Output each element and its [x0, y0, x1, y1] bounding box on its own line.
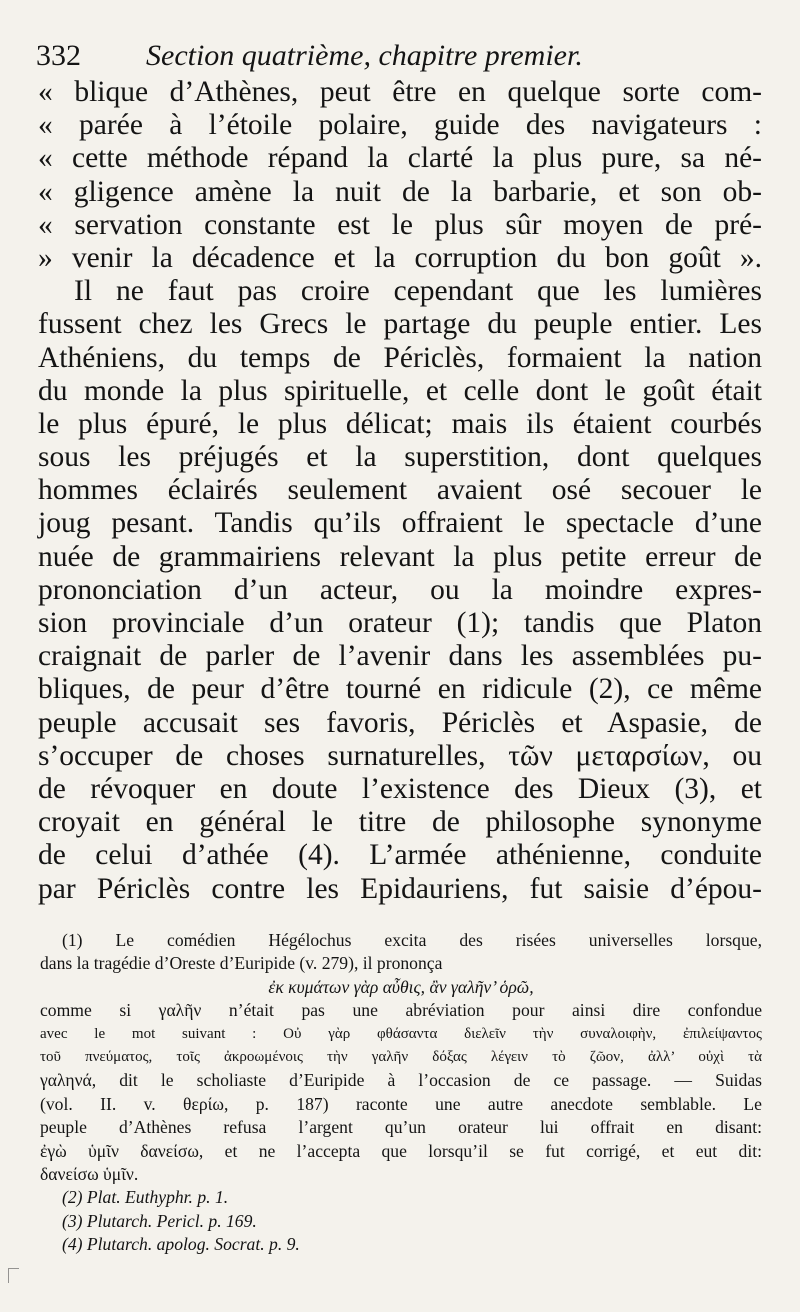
- text-line: « servation constante est le plus sûr moyen de pré-: [38, 208, 762, 241]
- text-line: joug pesant. Tandis qu’ils offraient le spectacle d’une: [38, 507, 762, 540]
- footnote-line: γαληνά, dit le scholiaste d’Euripide à l’occasion de ce passage. — Suidas: [40, 1070, 762, 1091]
- text-line: Athéniens, du temps de Périclès, formaient la nation: [38, 341, 762, 374]
- text-line: » venir la décadence et la corruption du bon goût ».: [38, 241, 762, 274]
- footnote-reference: (4) Plutarch. apolog. Socrat. p. 9.: [62, 1234, 300, 1255]
- text-line: craignait de parler de l’avenir dans les assemblées pu-: [38, 640, 762, 673]
- text-line: de révoquer en doute l’existence des Dieux (3), et: [38, 772, 762, 805]
- footnote-greek-verse: ἐκ κυμάτων γὰρ αὖθις, ἂν γαλῆν’ ὁρῶ,: [268, 976, 534, 997]
- main-text: [38, 76, 762, 906]
- text-line: fussent chez les Grecs le partage du peuple entier. Les: [38, 308, 762, 341]
- footnote-line: (1) Le comédien Hégélochus excita des risées universelles lorsque,: [62, 930, 762, 950]
- text-line: par Périclès contre les Epidauriens, fut saisie d’épou-: [38, 872, 762, 905]
- footnote-line: peuple d’Athènes refusa l’argent qu’un orateur lui offrait en disant:: [40, 1117, 762, 1138]
- text-line: prononciation d’un acteur, ou la moindre expres-: [38, 573, 762, 606]
- text-line: « cette méthode répand la clarté la plus pure, sa né-: [38, 142, 762, 175]
- text-line: bliques, de peur d’être tourné en ridicule (2), ce même: [38, 673, 762, 706]
- footnote-line: τοῦ πνεύματος, τοῖς ἀκροωμένοις τὴν γαλῆν δόξας λέγειν τὸ ζῶον, ἀλλ’ οὐχὶ τὰ: [40, 1048, 762, 1065]
- footnote-line: dans la tragédie d’Oreste d’Euripide (v. 279), il prononça: [40, 953, 443, 974]
- text-line: « parée à l’étoile polaire, guide des navigateurs :: [38, 109, 762, 142]
- footnote-reference: (3) Plutarch. Pericl. p. 169.: [62, 1210, 257, 1231]
- text-line: du monde la plus spirituelle, et celle dont le goût était: [38, 374, 762, 407]
- running-title: Section quatrième, chapitre premier.: [146, 39, 583, 72]
- text-line: « blique d’Athènes, peut être en quelque sorte com-: [38, 76, 762, 108]
- footnote-line: ἐγὼ ὑμῖν δανείσω, et ne l’accepta que lorsqu’il se fut corrigé, et eut dit:: [40, 1140, 762, 1161]
- footnotes: [40, 929, 762, 1256]
- footnote-line: (vol. II. v. θερίω, p. 187) raconte une autre anecdote semblable. Le: [40, 1093, 762, 1114]
- paragraph-start-line: Il ne faut pas croire cependant que les lumières: [74, 275, 762, 308]
- text-line: peuple accusait ses favoris, Périclès et Aspasie, de: [38, 706, 762, 739]
- text-line: sous les préjugés et la superstition, dont quelques: [38, 441, 762, 474]
- footnote-line: avec le mot suivant : Οὐ γὰρ φθάσαντα διελεῖν τὴν συναλοιφὴν, ἐπιλείψαντος: [40, 1025, 762, 1042]
- footnote-line: comme si γαλῆν n’était pas une abréviation pour ainsi dire confondue: [40, 1000, 762, 1021]
- text-line: de celui d’athée (4). L’armée athénienne, conduite: [38, 839, 762, 872]
- text-line: le plus épuré, le plus délicat; mais ils étaient courbés: [38, 407, 762, 440]
- text-line: croyait en général le titre de philosophe synonyme: [38, 806, 762, 839]
- text-line: s’occuper de choses surnaturelles, τῶν μεταρσίων, ou: [38, 739, 762, 772]
- text-line: hommes éclairés seulement avaient osé secouer le: [38, 474, 762, 507]
- text-line: nuée de grammairiens relevant la plus petite erreur de: [38, 540, 762, 573]
- page-edge-mark: [8, 1268, 19, 1283]
- text-line: « gligence amène la nuit de la barbarie, et son ob-: [38, 175, 762, 208]
- running-header: [36, 34, 766, 78]
- text-line: sion provinciale d’un orateur (1); tandis que Platon: [38, 607, 762, 639]
- page-number: 332: [36, 39, 81, 72]
- footnote-reference: (2) Plat. Euthyphr. p. 1.: [62, 1187, 229, 1208]
- footnote-line: δανείσω ὑμῖν.: [40, 1163, 139, 1184]
